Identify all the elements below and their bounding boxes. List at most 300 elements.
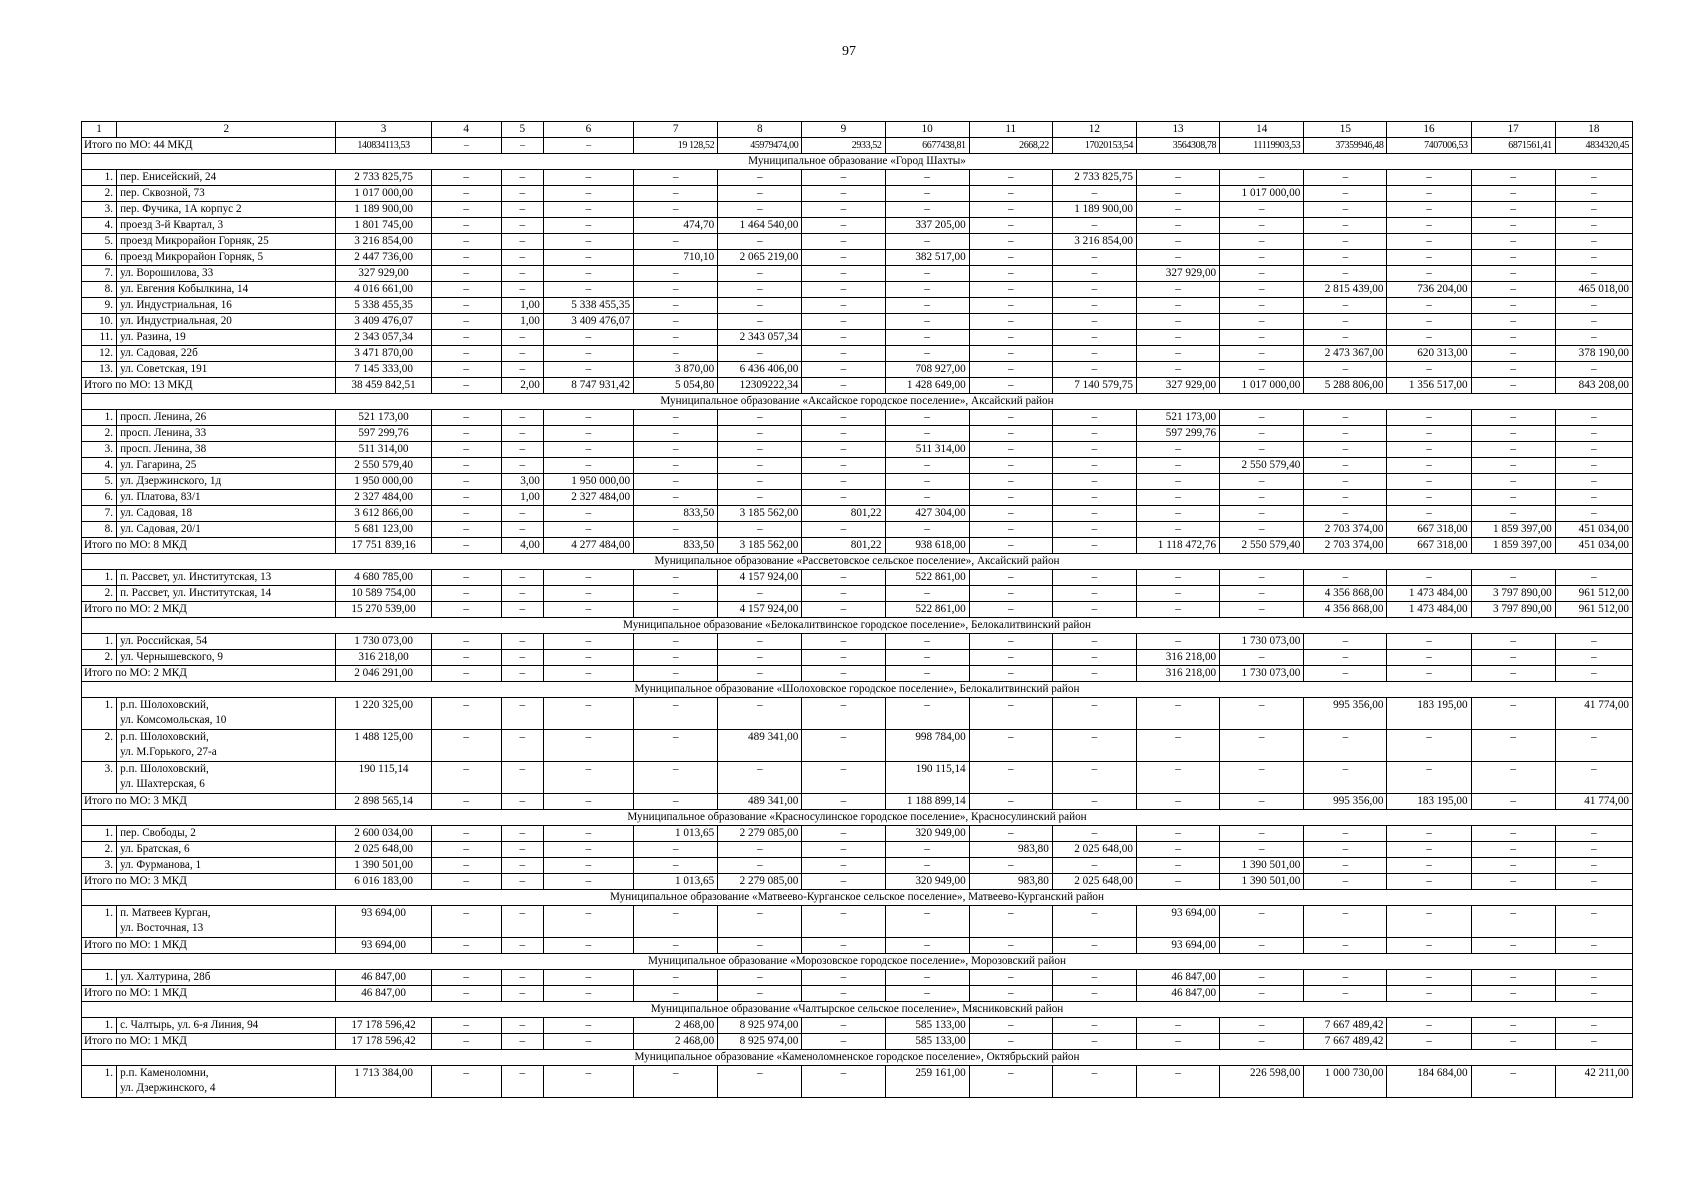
table-cell: –	[1304, 330, 1387, 346]
address-cell: ул. Российская, 54	[117, 634, 336, 650]
table-cell: Муниципальное образование «Красносулинское городское поселение», Красносулинский район	[82, 810, 1633, 826]
address-cell: ул. Индустриальная, 20	[117, 314, 336, 330]
table-cell: –	[1220, 202, 1304, 218]
table-cell: 2.	[82, 186, 117, 202]
table-cell: –	[634, 666, 718, 682]
table-cell: 5 338 455,35	[336, 298, 431, 314]
table-cell: –	[1555, 202, 1632, 218]
table-cell: –	[431, 842, 501, 858]
table-cell: –	[969, 762, 1052, 794]
table-cell: 1.	[82, 698, 117, 730]
table-cell: –	[543, 874, 633, 890]
table-cell: –	[1387, 570, 1471, 586]
table-cell: –	[501, 442, 543, 458]
table-row	[82, 570, 1633, 586]
table-cell: –	[802, 794, 885, 810]
table-cell: –	[431, 522, 501, 538]
table-cell: –	[501, 1066, 543, 1098]
table-cell: –	[1471, 170, 1555, 186]
total-row	[82, 666, 1633, 682]
table-cell: –	[885, 522, 969, 538]
address-cell: проезд Микрорайон Горняк, 25	[117, 234, 336, 250]
table-cell: –	[634, 522, 718, 538]
table-cell: 2 898 565,14	[336, 794, 431, 810]
table-cell: –	[969, 506, 1052, 522]
header-cell: 6	[543, 122, 633, 138]
table-cell: 843 208,00	[1555, 378, 1632, 394]
table-cell: –	[501, 170, 543, 186]
table-cell: 2 025 648,00	[1052, 874, 1136, 890]
table-cell: –	[1304, 170, 1387, 186]
table-cell: –	[1220, 250, 1304, 266]
table-cell: 93 694,00	[336, 938, 431, 954]
table-cell: 3 409 476,07	[336, 314, 431, 330]
table-cell: 41 774,00	[1555, 698, 1632, 730]
table-cell: 2 447 736,00	[336, 250, 431, 266]
table-cell: –	[1387, 1018, 1471, 1034]
budget-table	[81, 121, 1633, 1098]
table-cell: 585 133,00	[885, 1034, 969, 1050]
address-cell: ул. Советская, 191	[117, 362, 336, 378]
table-cell: –	[501, 858, 543, 874]
table-cell: –	[1471, 826, 1555, 842]
table-cell: –	[802, 874, 885, 890]
table-cell: –	[501, 138, 543, 154]
header-row	[82, 122, 1633, 138]
table-cell: 8 925 974,00	[718, 1034, 802, 1050]
table-cell: 46 847,00	[336, 986, 431, 1002]
table-cell: 1 390 501,00	[336, 858, 431, 874]
table-cell: –	[1052, 570, 1136, 586]
table-cell: 46 847,00	[336, 970, 431, 986]
table-cell: –	[802, 490, 885, 506]
table-cell: –	[1555, 218, 1632, 234]
table-cell: 667 318,00	[1387, 538, 1471, 554]
table-row	[82, 282, 1633, 298]
table-cell: 710,10	[634, 250, 718, 266]
table-cell: –	[802, 730, 885, 762]
table-cell: –	[1052, 474, 1136, 490]
table-row	[82, 314, 1633, 330]
table-cell: 2 473 367,00	[1304, 346, 1387, 362]
table-cell: –	[1136, 234, 1219, 250]
table-cell: –	[1387, 410, 1471, 426]
table-cell: 2 025 648,00	[336, 842, 431, 858]
table-cell: 4 016 661,00	[336, 282, 431, 298]
table-cell: –	[969, 730, 1052, 762]
table-cell: –	[1471, 842, 1555, 858]
table-cell: –	[501, 282, 543, 298]
table-cell: 93 694,00	[336, 906, 431, 938]
table-cell: –	[885, 970, 969, 986]
table-cell: –	[543, 794, 633, 810]
table-cell: –	[1052, 666, 1136, 682]
table-cell: –	[718, 490, 802, 506]
table-cell: –	[885, 426, 969, 442]
table-row	[82, 346, 1633, 362]
table-cell: –	[969, 282, 1052, 298]
table-cell: –	[885, 842, 969, 858]
table-cell: –	[1136, 602, 1219, 618]
table-cell: –	[1555, 490, 1632, 506]
section-row	[82, 954, 1633, 970]
table-cell: –	[802, 1018, 885, 1034]
table-cell: –	[718, 458, 802, 474]
table-cell: –	[1471, 666, 1555, 682]
table-cell: –	[543, 970, 633, 986]
table-cell: –	[501, 570, 543, 586]
table-row	[82, 250, 1633, 266]
table-cell: –	[501, 970, 543, 986]
table-cell: –	[885, 586, 969, 602]
table-cell: 4 277 484,00	[543, 538, 633, 554]
table-cell: –	[1136, 826, 1219, 842]
table-cell: –	[431, 1066, 501, 1098]
table-cell: –	[431, 762, 501, 794]
table-cell: –	[1471, 970, 1555, 986]
header-cell: 10	[885, 122, 969, 138]
table-cell: 1 000 730,00	[1304, 1066, 1387, 1098]
table-cell: 1 118 472,76	[1136, 538, 1219, 554]
table-cell: –	[1387, 666, 1471, 682]
table-cell: –	[1052, 1018, 1136, 1034]
table-cell: –	[718, 314, 802, 330]
table-cell: –	[969, 666, 1052, 682]
table-cell: –	[1471, 378, 1555, 394]
table-cell: 2.	[82, 730, 117, 762]
table-cell: –	[1304, 298, 1387, 314]
table-cell: –	[802, 218, 885, 234]
table-cell: 585 133,00	[885, 1018, 969, 1034]
table-cell: –	[718, 202, 802, 218]
table-cell: –	[1052, 794, 1136, 810]
table-cell: 2 343 057,34	[336, 330, 431, 346]
table-cell: 8 747 931,42	[543, 378, 633, 394]
table-cell: –	[718, 170, 802, 186]
table-cell: 1 801 745,00	[336, 218, 431, 234]
table-cell: 183 195,00	[1387, 794, 1471, 810]
total-row	[82, 794, 1633, 810]
table-cell: –	[634, 858, 718, 874]
table-cell: –	[431, 650, 501, 666]
table-cell: –	[543, 346, 633, 362]
table-cell: 1 390 501,00	[1220, 858, 1304, 874]
table-cell: –	[501, 634, 543, 650]
table-cell: 2 600 034,00	[336, 826, 431, 842]
table-cell: –	[543, 986, 633, 1002]
table-cell: –	[1052, 298, 1136, 314]
table-cell: 320 949,00	[885, 874, 969, 890]
table-cell: –	[431, 234, 501, 250]
table-cell: –	[634, 490, 718, 506]
table-cell: –	[1052, 458, 1136, 474]
table-cell: –	[969, 426, 1052, 442]
table-cell: 1 390 501,00	[1220, 874, 1304, 890]
table-cell: –	[802, 442, 885, 458]
table-cell: –	[634, 730, 718, 762]
table-cell: 511 314,00	[885, 442, 969, 458]
table-cell: –	[501, 762, 543, 794]
table-cell: 3 409 476,07	[543, 314, 633, 330]
table-cell: –	[543, 826, 633, 842]
table-cell: 1,00	[501, 314, 543, 330]
table-cell: –	[431, 1034, 501, 1050]
table-cell: 961 512,00	[1555, 586, 1632, 602]
table-cell: –	[718, 650, 802, 666]
table-row	[82, 650, 1633, 666]
table-cell: –	[1555, 298, 1632, 314]
table-cell: –	[501, 1018, 543, 1034]
table-cell: –	[634, 938, 718, 954]
table-cell: –	[718, 970, 802, 986]
table-cell: –	[969, 986, 1052, 1002]
table-cell: –	[1220, 426, 1304, 442]
table-cell: –	[718, 634, 802, 650]
table-cell: –	[885, 186, 969, 202]
table-cell: 801,22	[802, 506, 885, 522]
table-cell: –	[634, 410, 718, 426]
table-cell: –	[1555, 250, 1632, 266]
table-row	[82, 458, 1633, 474]
table-cell: –	[1387, 842, 1471, 858]
table-cell: –	[969, 602, 1052, 618]
table-cell: –	[1220, 282, 1304, 298]
address-line: ул. М.Горького, 27-а	[120, 746, 217, 758]
table-cell: –	[1052, 762, 1136, 794]
table-cell: 5 338 455,35	[543, 298, 633, 314]
table-cell: –	[1052, 602, 1136, 618]
table-cell: 983,80	[969, 842, 1052, 858]
table-cell: 1 220 325,00	[336, 698, 431, 730]
table-cell: –	[1220, 938, 1304, 954]
table-cell: 833,50	[634, 506, 718, 522]
table-cell: –	[1471, 314, 1555, 330]
table-cell: 1 428 649,00	[885, 378, 969, 394]
table-cell: –	[1304, 474, 1387, 490]
table-cell: –	[1052, 522, 1136, 538]
address-cell	[117, 698, 336, 730]
table-cell: –	[543, 698, 633, 730]
table-cell: –	[1387, 170, 1471, 186]
table-cell: –	[718, 698, 802, 730]
table-row	[82, 266, 1633, 282]
table-cell: –	[1555, 170, 1632, 186]
table-cell: –	[1220, 762, 1304, 794]
table-cell: –	[969, 906, 1052, 938]
table-cell: –	[1220, 234, 1304, 250]
table-cell: –	[501, 522, 543, 538]
table-cell: 2 468,00	[634, 1034, 718, 1050]
table-cell: –	[501, 202, 543, 218]
table-cell: –	[802, 698, 885, 730]
table-cell: 1.	[82, 410, 117, 426]
table-cell: 597 299,76	[1136, 426, 1219, 442]
table-cell: 19 128,52	[634, 138, 718, 154]
table-cell: –	[543, 1018, 633, 1034]
table-cell: –	[1387, 762, 1471, 794]
table-cell: 3,00	[501, 474, 543, 490]
header-cell: 16	[1387, 122, 1471, 138]
table-cell: –	[802, 234, 885, 250]
table-cell: –	[1304, 410, 1387, 426]
table-cell: 8.	[82, 522, 117, 538]
table-cell: –	[885, 634, 969, 650]
table-cell: 1.	[82, 826, 117, 842]
table-cell: 11119903,53	[1220, 138, 1304, 154]
table-cell: –	[1304, 490, 1387, 506]
table-cell: –	[1136, 858, 1219, 874]
table-cell: 5 288 806,00	[1304, 378, 1387, 394]
table-cell: –	[501, 666, 543, 682]
section-row	[82, 154, 1633, 170]
table-cell: –	[969, 698, 1052, 730]
table-cell: –	[634, 298, 718, 314]
table-cell: –	[1220, 650, 1304, 666]
header-cell: 9	[802, 122, 885, 138]
table-cell: 2.	[82, 650, 117, 666]
table-cell: 2 733 825,75	[336, 170, 431, 186]
table-cell: 1 473 484,00	[1387, 586, 1471, 602]
table-cell: –	[885, 938, 969, 954]
table-cell: –	[1387, 314, 1471, 330]
table-cell: –	[1555, 938, 1632, 954]
table-cell: –	[802, 330, 885, 346]
table-cell: –	[969, 858, 1052, 874]
section-row	[82, 1050, 1633, 1066]
table-cell: 489 341,00	[718, 794, 802, 810]
table-cell: –	[634, 650, 718, 666]
table-cell: –	[1136, 202, 1219, 218]
table-cell: –	[802, 186, 885, 202]
table-cell: –	[431, 874, 501, 890]
table-cell: –	[802, 314, 885, 330]
table-cell: –	[1387, 730, 1471, 762]
table-cell: –	[634, 314, 718, 330]
table-cell: –	[1555, 314, 1632, 330]
table-cell: –	[1304, 442, 1387, 458]
table-cell: 226 598,00	[1220, 1066, 1304, 1098]
table-row	[82, 858, 1633, 874]
table-cell: –	[1136, 762, 1219, 794]
table-cell: 7 667 489,42	[1304, 1018, 1387, 1034]
table-cell: –	[718, 410, 802, 426]
table-cell: –	[543, 202, 633, 218]
table-cell: –	[969, 234, 1052, 250]
section-row	[82, 810, 1633, 826]
table-cell: 1 189 900,00	[1052, 202, 1136, 218]
table-row	[82, 442, 1633, 458]
table-cell: –	[1387, 218, 1471, 234]
table-cell: –	[1136, 570, 1219, 586]
table-cell: –	[1052, 986, 1136, 1002]
table-cell: –	[543, 218, 633, 234]
table-cell: 4834320,45	[1555, 138, 1632, 154]
address-cell: ул. Братская, 6	[117, 842, 336, 858]
table-cell: 6.	[82, 250, 117, 266]
address-cell: ул. Индустриальная, 16	[117, 298, 336, 314]
table-cell: –	[634, 762, 718, 794]
table-cell: 2 327 484,00	[543, 490, 633, 506]
address-cell: пер. Свободы, 2	[117, 826, 336, 842]
table-cell: 3.	[82, 442, 117, 458]
table-cell: –	[431, 602, 501, 618]
table-cell: 961 512,00	[1555, 602, 1632, 618]
table-cell: –	[1471, 474, 1555, 490]
table-cell: –	[718, 1066, 802, 1098]
header-cell: 1	[82, 122, 117, 138]
table-cell: –	[1471, 698, 1555, 730]
table-cell: 382 517,00	[885, 250, 969, 266]
table-cell: 1.	[82, 970, 117, 986]
table-cell: 1 464 540,00	[718, 218, 802, 234]
table-cell: 2 815 439,00	[1304, 282, 1387, 298]
table-cell: 3.	[82, 762, 117, 794]
table-cell: –	[969, 410, 1052, 426]
table-cell: –	[1555, 906, 1632, 938]
table-cell: –	[718, 442, 802, 458]
table-cell: –	[969, 522, 1052, 538]
table-cell: 10 589 754,00	[336, 586, 431, 602]
table-cell: 38 459 842,51	[336, 378, 431, 394]
table-cell: Муниципальное образование «Морозовское городское поселение», Морозовский район	[82, 954, 1633, 970]
table-cell: –	[1136, 362, 1219, 378]
table-cell: –	[1220, 986, 1304, 1002]
table-cell: –	[1136, 506, 1219, 522]
table-cell: 3.	[82, 858, 117, 874]
header-cell: 2	[117, 122, 336, 138]
table-cell: –	[718, 298, 802, 314]
table-cell: –	[1220, 346, 1304, 362]
table-row	[82, 186, 1633, 202]
table-cell: 327 929,00	[1136, 378, 1219, 394]
table-cell: –	[501, 346, 543, 362]
table-cell: –	[1471, 298, 1555, 314]
table-cell: –	[1555, 730, 1632, 762]
table-cell: –	[1220, 474, 1304, 490]
address-cell: пер. Фучика, 1А корпус 2	[117, 202, 336, 218]
table-cell: –	[1471, 730, 1555, 762]
table-cell: –	[1136, 586, 1219, 602]
section-row	[82, 682, 1633, 698]
table-cell: –	[501, 842, 543, 858]
table-cell: –	[1052, 282, 1136, 298]
table-cell: –	[718, 282, 802, 298]
table-cell: –	[543, 570, 633, 586]
table-cell: –	[1471, 410, 1555, 426]
table-cell: –	[885, 474, 969, 490]
table-cell: 5 681 123,00	[336, 522, 431, 538]
table-cell: –	[1555, 634, 1632, 650]
table-cell: –	[1136, 634, 1219, 650]
table-cell: Муниципальное образование «Чалтырское сельское поселение», Мясниковский район	[82, 1002, 1633, 1018]
table-cell: 4 356 868,00	[1304, 586, 1387, 602]
total-row	[82, 602, 1633, 618]
address-cell	[117, 762, 336, 794]
address-cell: ул. Гагарина, 25	[117, 458, 336, 474]
table-cell: –	[431, 346, 501, 362]
table-cell: –	[1387, 490, 1471, 506]
table-cell: –	[1555, 842, 1632, 858]
table-cell: 5 054,80	[634, 378, 718, 394]
table-cell: –	[1304, 730, 1387, 762]
table-cell: 7407006,53	[1387, 138, 1471, 154]
table-cell: –	[1052, 730, 1136, 762]
table-cell: –	[1052, 538, 1136, 554]
table-cell: –	[1555, 186, 1632, 202]
address-cell: пер. Сквозной, 73	[117, 186, 336, 202]
table-cell: 45979474,00	[718, 138, 802, 154]
table-cell: –	[1136, 346, 1219, 362]
